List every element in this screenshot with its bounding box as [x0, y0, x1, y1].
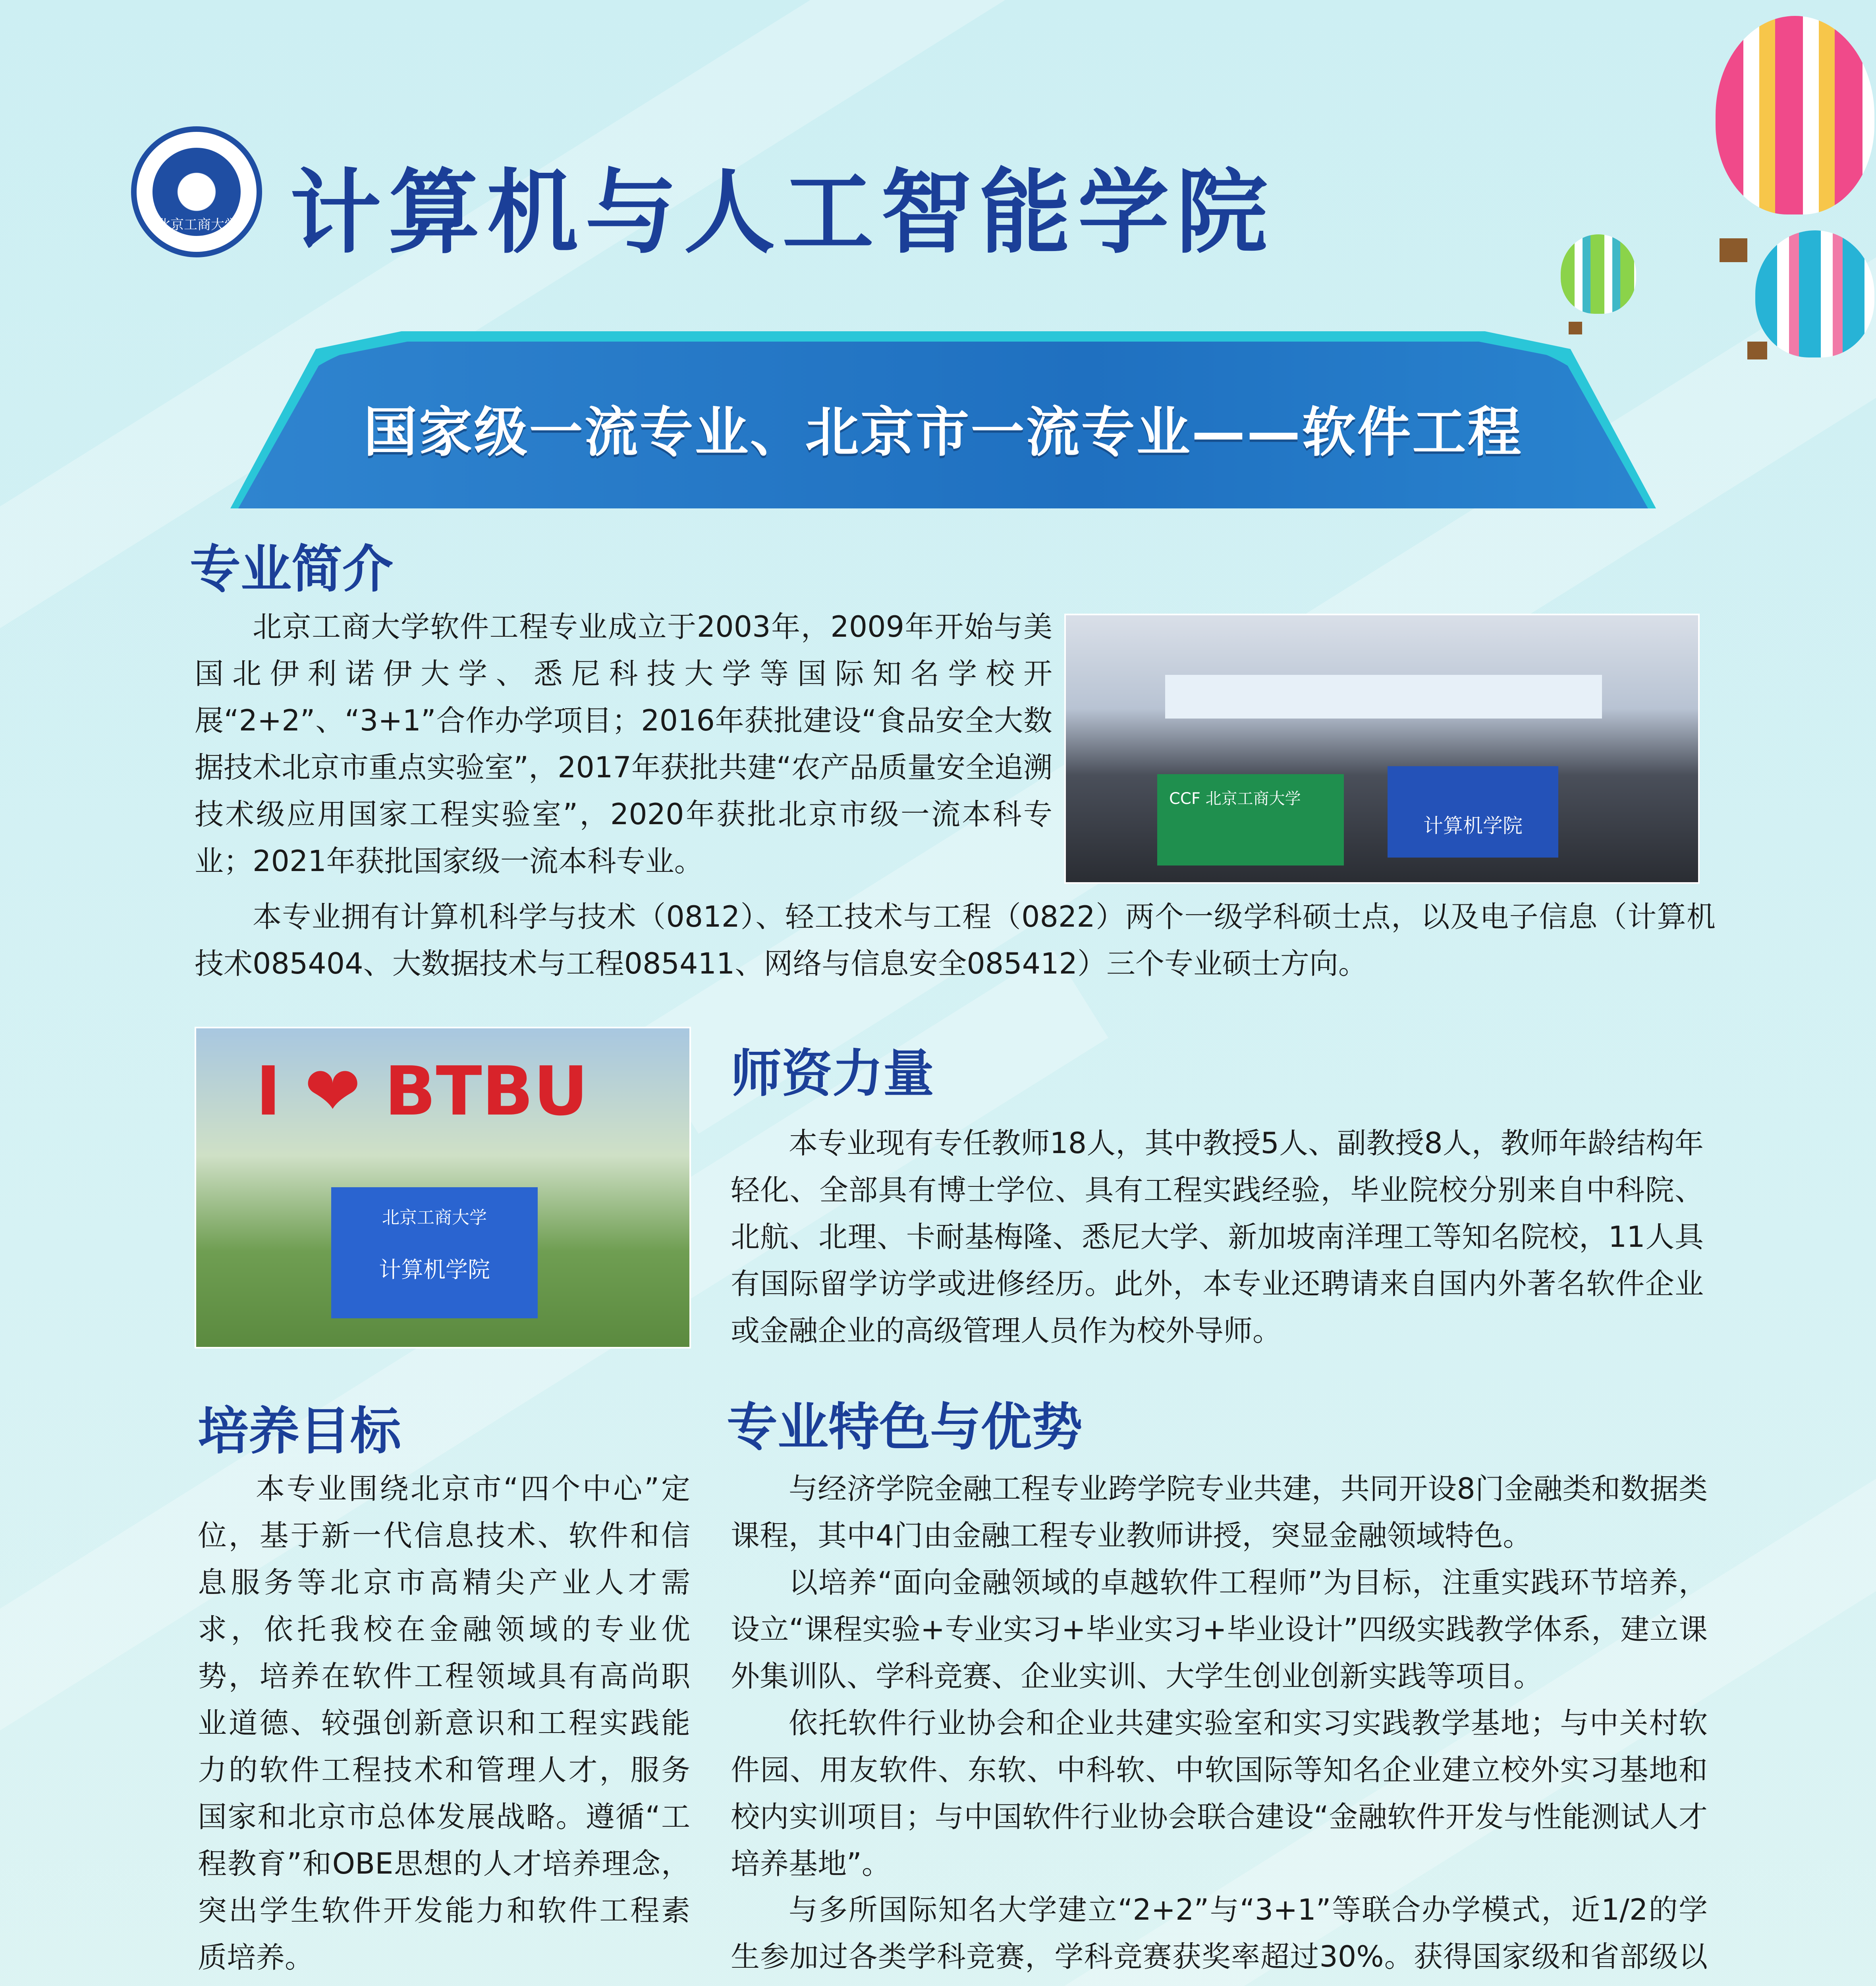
balloon-large-icon — [1716, 16, 1874, 214]
faculty-paragraph: 本专业现有专任教师18人，其中教授5人、副教授8人，教师年龄结构年轻化、全部具有博士学位、具有工程实践经验，毕业院校分别来自中科院、北航、北理、卡耐基梅隆、悉尼大学、新加坡南洋理工等知名院校，11人具有国际留学访学或进修经历。此外，本专业还聘请来自国内外著名软件企业或金融企业的高级管理人员作为校外导师。 — [731, 1126, 1704, 1348]
features-paragraph-1: 与经济学院金融工程专业跨学院专业共建，共同开设8门金融类和数据类课程，其中4门由金融工程专业教师讲授，突显金融领域特色。 — [731, 1472, 1708, 1553]
faculty-heading: 师资力量 — [731, 1044, 934, 1103]
intro-heading: 专业简介 — [190, 540, 394, 599]
features-paragraph-4: 与多所国际知名大学建立“2+2”与“3+1”等联合办学模式，近1/2的学生参加过各类学科竞赛，学科竞赛获奖率超过30%。获得国家级和省部级以 — [731, 1893, 1708, 1974]
green-flag — [1157, 774, 1344, 865]
btbu-sign: I ❤ BTBU — [256, 1052, 589, 1131]
banner-title: 国家级一流专业、北京市一流专业——软件工程 — [363, 401, 1523, 464]
features-paragraph-2: 以培养“面向金融领域的卓越软件工程师”为目标，注重实践环节培养，设立“课程实验+专业实习+毕业实习+毕业设计”四级实践教学体系，建立课外集训队、学科竞赛、企业实训、大学生创业创新实践等项目。 — [731, 1566, 1708, 1693]
balloon-basket-icon — [1720, 238, 1747, 262]
faculty-flag-bottom: 计算机学院 — [379, 1257, 490, 1283]
features-heading: 专业特色与优势 — [727, 1398, 1083, 1457]
school-name: 计算机与人工智能学院 — [290, 159, 1275, 266]
logo-text: 北京工商大学 — [157, 217, 238, 233]
goals-heading: 培养目标 — [198, 1402, 401, 1461]
intro-paragraph-2: 本专业拥有计算机科学与技术（0812）、轻工技术与工程（0822）两个一级学科硕士点，以及电子信息（计算机技术085404、大数据技术与工程085411、网络与信息安全085412）三个专业硕士方向。 — [195, 900, 1716, 981]
school-logo — [131, 126, 262, 257]
balloon-basket-icon — [1747, 342, 1767, 359]
balloon-small-icon — [1561, 234, 1636, 314]
goals-paragraph: 本专业围绕北京市“四个中心”定位，基于新一代信息技术、软件和信息服务等北京市高精尖产业人才需求，依托我校在金融领域的专业优势，培养在软件工程领域具有高尚职业道德、较强创新意识和工程实践能力的软件工程技术和管理人才，服务国家和北京市总体发展战略。遵循“工程教育”和OBE思想的人才培养理念，突出学生软件开发能力和软件工程素质培养。 — [198, 1472, 690, 1974]
green-flag-text: CCF 北京工商大学 — [1169, 790, 1301, 808]
faculty-photo — [195, 1027, 691, 1348]
bg-stripe — [0, 0, 1053, 643]
balloon-basket-icon — [1569, 322, 1582, 334]
faculty-flag-top: 北京工商大学 — [382, 1207, 487, 1228]
title-banner — [238, 342, 1648, 508]
intro-paragraph-1: 北京工商大学软件工程专业成立于2003年，2009年开始与美国北伊利诺伊大学、悉尼科技大学等国际知名学校开展“2+2”、“3+1”合作办学项目；2016年获批建设“食品安全大数据技术北京市重点实验室”，2017年获批共建“农产品质量安全追溯技术级应用国家工程实验室”，2020年获批北京市级一流本科专业；2021年获批国家级一流本科专业。 — [195, 610, 1052, 878]
faculty-flag — [331, 1187, 538, 1318]
blue-flag — [1388, 766, 1558, 858]
balloon-medium-icon — [1755, 230, 1874, 357]
blue-flag-text: 计算机学院 — [1423, 814, 1523, 837]
features-paragraph-3: 依托软件行业协会和企业共建实验室和实习实践教学基地；与中关村软件园、用友软件、东软、中科软、中软国际等知名企业建立校外实习基地和校内实训项目；与中国软件行业协会联合建设“金融软件开发与性能测试人才培养基地”。 — [731, 1706, 1708, 1881]
intro-group-photo — [1064, 614, 1700, 884]
photo-backdrop — [1165, 675, 1602, 719]
